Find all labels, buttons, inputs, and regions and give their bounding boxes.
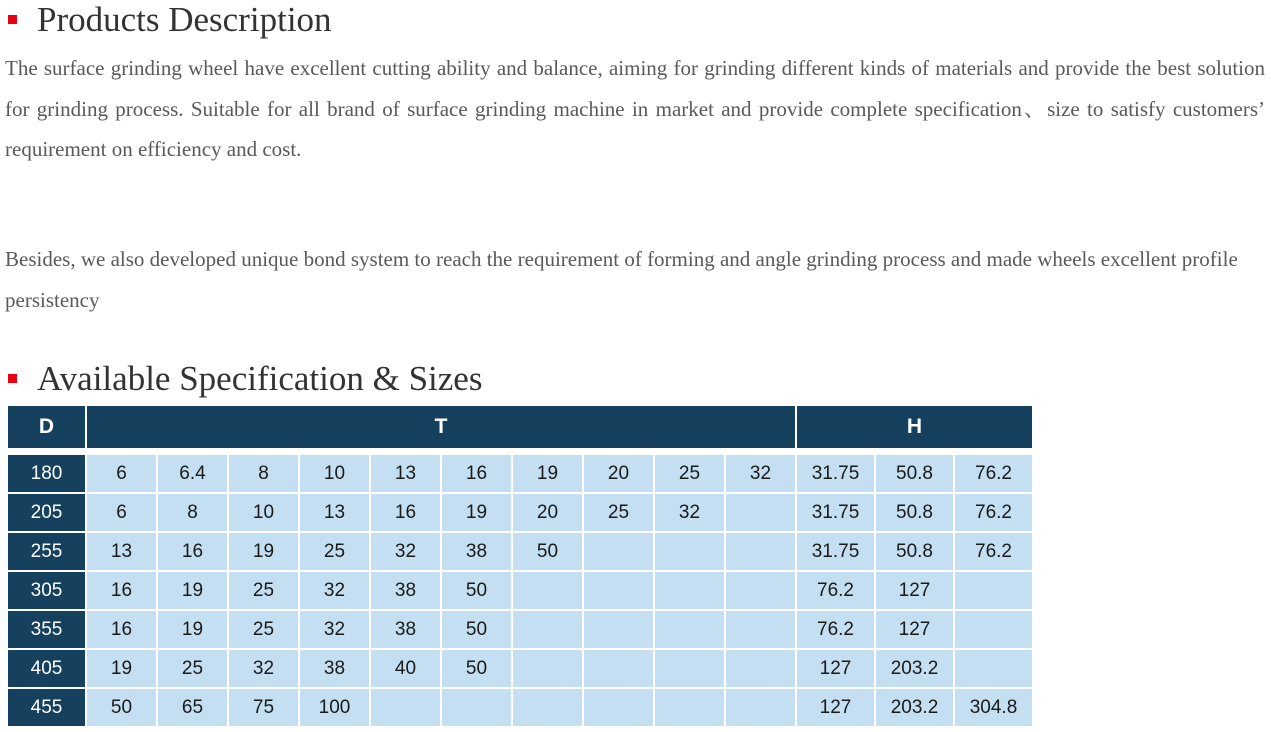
table-row [8, 611, 1032, 648]
thickness-cell [513, 572, 582, 609]
thickness-cell: 50 [442, 572, 511, 609]
header-t: T [87, 406, 795, 448]
thickness-cell: 25 [229, 611, 298, 648]
products-description-title: Products Description [37, 0, 332, 39]
hole-cell: 127 [876, 572, 953, 609]
thickness-cell: 32 [300, 611, 369, 648]
diameter-cell: 405 [8, 650, 85, 687]
thickness-cell: 13 [300, 494, 369, 531]
hole-cell: 203.2 [876, 689, 953, 726]
hole-cell: 31.75 [797, 455, 874, 492]
hole-cell: 50.8 [876, 455, 953, 492]
thickness-cell [726, 533, 795, 570]
hole-cell [955, 650, 1032, 687]
diameter-cell: 180 [8, 455, 85, 492]
thickness-cell: 100 [300, 689, 369, 726]
diameter-cell: 255 [8, 533, 85, 570]
thickness-cell: 50 [513, 533, 582, 570]
thickness-cell: 38 [300, 650, 369, 687]
thickness-cell: 6 [87, 494, 156, 531]
thickness-cell: 50 [442, 650, 511, 687]
header-spacer [8, 450, 1032, 453]
table-body [8, 455, 1032, 726]
hole-cell: 127 [876, 611, 953, 648]
thickness-cell [726, 689, 795, 726]
thickness-cell: 32 [726, 455, 795, 492]
thickness-cell [655, 533, 724, 570]
thickness-cell: 32 [300, 572, 369, 609]
specification-sizes-heading [8, 361, 482, 396]
header-d: D [8, 406, 85, 448]
hole-cell: 127 [797, 689, 874, 726]
thickness-cell: 50 [442, 611, 511, 648]
thickness-cell [584, 689, 653, 726]
table-header-row [8, 406, 1032, 448]
table-row [8, 572, 1032, 609]
thickness-cell [584, 611, 653, 648]
thickness-cell [442, 689, 511, 726]
thickness-cell: 32 [371, 533, 440, 570]
description-paragraph-1: The surface grinding wheel have excellent cutting ability and balance, aiming for grinding different kinds of materials and provide the best solution for grinding process. Suitable for all brand of surface grinding machine in market and provide complete specification、size to satisfy customers’ requirement on efficiency and cost. [5, 56, 1265, 161]
description-paragraph-2: Besides, we also developed unique bond system to reach the requirement of forming and angle grinding process and made wheels excellent profile persistency [5, 247, 1238, 312]
hole-cell: 76.2 [955, 494, 1032, 531]
thickness-cell [655, 650, 724, 687]
thickness-cell: 25 [655, 455, 724, 492]
table-row [8, 494, 1032, 531]
thickness-cell [726, 494, 795, 531]
thickness-cell: 6.4 [158, 455, 227, 492]
thickness-cell: 10 [300, 455, 369, 492]
thickness-cell: 38 [442, 533, 511, 570]
thickness-cell: 16 [371, 494, 440, 531]
thickness-cell: 50 [87, 689, 156, 726]
thickness-cell: 25 [229, 572, 298, 609]
thickness-cell: 19 [442, 494, 511, 531]
hole-cell: 76.2 [797, 611, 874, 648]
thickness-cell: 20 [584, 455, 653, 492]
specification-table [6, 404, 1034, 728]
products-description-heading [8, 2, 332, 37]
hole-cell: 50.8 [876, 533, 953, 570]
thickness-cell: 19 [513, 455, 582, 492]
thickness-cell: 25 [158, 650, 227, 687]
thickness-cell: 38 [371, 572, 440, 609]
thickness-cell [584, 650, 653, 687]
thickness-cell: 16 [87, 611, 156, 648]
hole-cell: 127 [797, 650, 874, 687]
thickness-cell [371, 689, 440, 726]
thickness-cell: 8 [229, 455, 298, 492]
thickness-cell: 32 [229, 650, 298, 687]
table-row [8, 650, 1032, 687]
hole-cell: 76.2 [955, 533, 1032, 570]
thickness-cell: 20 [513, 494, 582, 531]
hole-cell [955, 611, 1032, 648]
thickness-cell: 40 [371, 650, 440, 687]
hole-cell [955, 572, 1032, 609]
hole-cell: 203.2 [876, 650, 953, 687]
thickness-cell [584, 533, 653, 570]
thickness-cell: 75 [229, 689, 298, 726]
thickness-cell: 19 [229, 533, 298, 570]
thickness-cell: 13 [87, 533, 156, 570]
thickness-cell: 19 [158, 611, 227, 648]
thickness-cell [655, 572, 724, 609]
hole-cell: 304.8 [955, 689, 1032, 726]
thickness-cell: 19 [158, 572, 227, 609]
diameter-cell: 305 [8, 572, 85, 609]
red-square-bullet-icon [8, 15, 17, 24]
thickness-cell [726, 611, 795, 648]
thickness-cell: 25 [300, 533, 369, 570]
table-row [8, 455, 1032, 492]
thickness-cell: 38 [371, 611, 440, 648]
thickness-cell [584, 572, 653, 609]
hole-cell: 31.75 [797, 533, 874, 570]
thickness-cell [655, 611, 724, 648]
thickness-cell: 10 [229, 494, 298, 531]
thickness-cell: 8 [158, 494, 227, 531]
diameter-cell: 355 [8, 611, 85, 648]
diameter-cell: 205 [8, 494, 85, 531]
thickness-cell [513, 611, 582, 648]
thickness-cell: 16 [87, 572, 156, 609]
hole-cell: 31.75 [797, 494, 874, 531]
thickness-cell [513, 650, 582, 687]
table-row [8, 689, 1032, 726]
hole-cell: 76.2 [955, 455, 1032, 492]
thickness-cell: 19 [87, 650, 156, 687]
thickness-cell: 6 [87, 455, 156, 492]
hole-cell: 50.8 [876, 494, 953, 531]
red-square-bullet-icon [8, 374, 17, 383]
thickness-cell: 65 [158, 689, 227, 726]
table-row [8, 533, 1032, 570]
thickness-cell [726, 572, 795, 609]
thickness-cell [726, 650, 795, 687]
thickness-cell: 13 [371, 455, 440, 492]
header-h: H [797, 406, 1032, 448]
thickness-cell [655, 689, 724, 726]
thickness-cell: 16 [442, 455, 511, 492]
diameter-cell: 455 [8, 689, 85, 726]
thickness-cell [513, 689, 582, 726]
thickness-cell: 25 [584, 494, 653, 531]
thickness-cell: 16 [158, 533, 227, 570]
hole-cell: 76.2 [797, 572, 874, 609]
thickness-cell: 32 [655, 494, 724, 531]
specification-sizes-title: Available Specification & Sizes [37, 359, 483, 398]
